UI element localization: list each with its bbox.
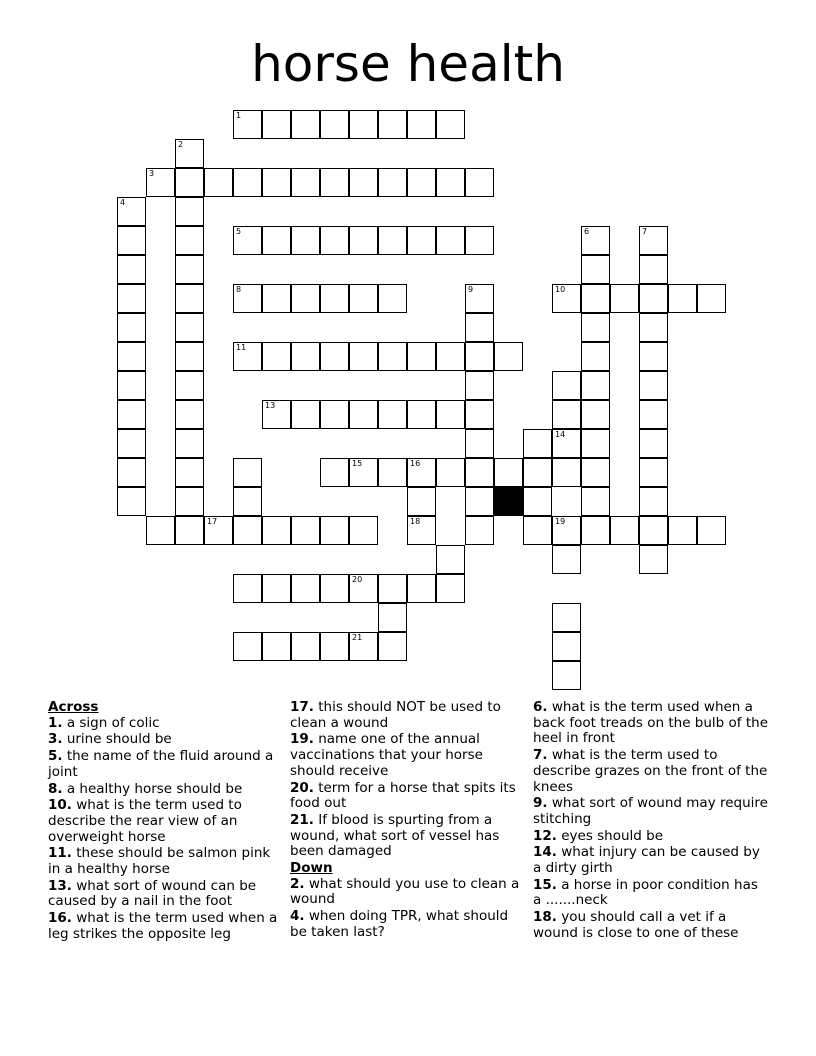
crossword-cell[interactable] [204, 516, 233, 545]
crossword-cell[interactable] [436, 342, 465, 371]
clue-number: 10 [555, 285, 566, 294]
crossword-cell[interactable] [436, 458, 465, 487]
clue-item-text: what is the term used to describe grazes on the front of the knees [533, 747, 768, 795]
crossword-cell[interactable] [175, 168, 204, 197]
crossword-cell[interactable] [204, 168, 233, 197]
crossword-cell[interactable] [117, 342, 146, 371]
crossword-cell[interactable] [291, 342, 320, 371]
crossword-cell[interactable] [523, 429, 552, 458]
clue-item-text: these should be salmon pink in a healthy horse [48, 845, 271, 878]
clue-number: 11 [236, 343, 247, 352]
clue-number: 19 [555, 517, 566, 526]
crossword-cell[interactable] [581, 400, 610, 429]
crossword-cell[interactable] [378, 168, 407, 197]
crossword-cell[interactable] [349, 632, 378, 661]
clue-number: 1 [236, 111, 242, 120]
crossword-cell[interactable] [175, 487, 204, 516]
crossword-cell[interactable] [233, 516, 262, 545]
clue-item [533, 748, 769, 795]
clue-item-number: 11. [48, 845, 72, 862]
clue-number: 4 [120, 198, 126, 207]
crossword-cell[interactable] [349, 458, 378, 487]
crossword-cell[interactable] [378, 110, 407, 139]
clue-item-text: this should NOT be used to clean a wound [290, 699, 501, 731]
crossword-cell[interactable] [175, 342, 204, 371]
clue-item [48, 798, 284, 845]
crossword-cell[interactable] [233, 168, 262, 197]
crossword-cell[interactable] [291, 632, 320, 661]
clue-item-number: 7. [533, 747, 548, 764]
crossword-cell[interactable] [407, 400, 436, 429]
crossword-cell[interactable] [117, 400, 146, 429]
crossword-cell[interactable] [465, 371, 494, 400]
crossword-cell[interactable] [697, 516, 726, 545]
clue-item-number: 1. [48, 714, 63, 731]
clue-item-number: 18. [533, 909, 557, 926]
crossword-cell[interactable] [465, 429, 494, 458]
crossword-cell[interactable] [320, 342, 349, 371]
crossword-cell[interactable] [262, 284, 291, 313]
clues-column-1 [48, 700, 284, 944]
crossword-cell[interactable] [581, 516, 610, 545]
crossword-cell[interactable] [639, 371, 668, 400]
crossword-cell[interactable] [436, 400, 465, 429]
crossword-cell[interactable] [639, 545, 668, 574]
clue-item [533, 829, 769, 845]
crossword-cell[interactable] [378, 574, 407, 603]
down-heading: Down [290, 860, 333, 877]
crossword-cell[interactable] [175, 429, 204, 458]
clue-item-text: what sort of wound may require stitching [533, 795, 768, 827]
crossword-cell[interactable] [436, 110, 465, 139]
crossword-cell[interactable] [552, 371, 581, 400]
clue-item [533, 796, 769, 827]
clue-item-text: what is the term used to describe the rear view of an overweight horse [48, 797, 242, 845]
clue-item-text: the name of the fluid around a joint [48, 748, 274, 780]
crossword-cell[interactable] [117, 313, 146, 342]
clue-item [48, 879, 284, 910]
clue-item-number: 10. [48, 797, 72, 814]
clue-item [290, 781, 526, 812]
crossword-cell[interactable] [349, 400, 378, 429]
clue-item [290, 877, 526, 908]
crossword-cell[interactable] [175, 139, 204, 168]
crossword-cell[interactable] [407, 487, 436, 516]
crossword-cell[interactable] [349, 342, 378, 371]
crossword-cell[interactable] [175, 516, 204, 545]
crossword-cell[interactable] [320, 284, 349, 313]
clue-item [290, 700, 526, 731]
clue-number: 6 [584, 227, 590, 236]
crossword-cell[interactable] [262, 110, 291, 139]
crossword-cell[interactable] [291, 574, 320, 603]
crossword-cell[interactable] [581, 371, 610, 400]
crossword-cell[interactable] [436, 574, 465, 603]
clue-item-number: 9. [533, 795, 548, 812]
clue-number: 21 [352, 633, 363, 642]
crossword-cell[interactable] [320, 168, 349, 197]
crossword-cell[interactable] [552, 516, 581, 545]
crossword-cell[interactable] [320, 226, 349, 255]
crossword-cell[interactable] [349, 574, 378, 603]
clue-item-number: 6. [533, 699, 548, 715]
clue-item-text: name one of the annual vaccinations that your horse should receive [290, 731, 483, 779]
crossword-cell[interactable] [465, 342, 494, 371]
clue-item-number: 2. [290, 875, 305, 892]
crossword-cell[interactable] [117, 226, 146, 255]
clue-item-text: a healthy horse should be [62, 780, 243, 797]
clue-item-text: what is the term used when a leg strikes the opposite leg [48, 910, 278, 942]
crossword-cell[interactable] [320, 632, 349, 661]
crossword-cell[interactable] [349, 516, 378, 545]
crossword-cell[interactable] [407, 168, 436, 197]
crossword-cell[interactable] [378, 632, 407, 661]
crossword-cell[interactable] [233, 632, 262, 661]
crossword-cell[interactable] [262, 574, 291, 603]
crossword-cell[interactable] [291, 400, 320, 429]
crossword-cell[interactable] [117, 487, 146, 516]
clue-item-text: what is the term used when a back foot treads on the bulb of the heel in front [533, 699, 768, 747]
clue-number: 3 [149, 169, 155, 178]
crossword-cell[interactable] [320, 400, 349, 429]
crossword-cell[interactable] [146, 168, 175, 197]
clue-item-number: 14. [533, 844, 557, 861]
crossword-cell[interactable] [639, 284, 668, 313]
crossword-cell[interactable] [407, 458, 436, 487]
clue-item-number: 4. [290, 908, 305, 925]
crossword-cell[interactable] [349, 110, 378, 139]
clue-number: 16 [410, 459, 421, 468]
clue-item-text: urine should be [62, 731, 172, 748]
crossword-cell[interactable] [465, 516, 494, 545]
crossword-cell[interactable] [407, 574, 436, 603]
clue-item-text: what sort of wound can be caused by a nail in the foot [48, 877, 257, 910]
across-heading: Across [48, 699, 99, 715]
crossword-cell[interactable] [233, 458, 262, 487]
crossword-cell[interactable] [175, 226, 204, 255]
crossword-cell[interactable] [552, 429, 581, 458]
crossword-cell[interactable] [668, 284, 697, 313]
clue-item [48, 782, 284, 798]
crossword-cell[interactable] [494, 342, 523, 371]
crossword-cell[interactable] [465, 284, 494, 313]
crossword-cell[interactable] [581, 284, 610, 313]
crossword-cell[interactable] [233, 110, 262, 139]
crossword-cell[interactable] [117, 197, 146, 226]
clue-number: 13 [265, 401, 276, 410]
clue-item [533, 700, 769, 747]
crossword-cell[interactable] [465, 487, 494, 516]
crossword-cell[interactable] [378, 342, 407, 371]
crossword-cell[interactable] [349, 226, 378, 255]
crossword-cell[interactable] [378, 603, 407, 632]
crossword-cell[interactable] [639, 516, 668, 545]
crossword-cell[interactable] [639, 400, 668, 429]
crossword-cell[interactable] [117, 429, 146, 458]
crossword-cell[interactable] [436, 168, 465, 197]
crossword-cell[interactable] [639, 226, 668, 255]
crossword-cell[interactable] [291, 516, 320, 545]
clue-item-number: 16. [48, 910, 72, 927]
clue-item-number: 13. [48, 877, 72, 894]
crossword-cell[interactable] [320, 574, 349, 603]
crossword-cell[interactable] [465, 226, 494, 255]
clue-item-number: 21. [290, 811, 314, 828]
clue-item-text: what should you use to clean a wound [290, 875, 520, 908]
crossword-cell[interactable] [146, 516, 175, 545]
crossword-cell[interactable] [581, 429, 610, 458]
clue-item [290, 909, 526, 940]
crossword-cell[interactable] [610, 284, 639, 313]
crossword-cell[interactable] [175, 313, 204, 342]
crossword-cell[interactable] [407, 342, 436, 371]
crossword-cell[interactable] [552, 545, 581, 574]
clue-item [533, 845, 769, 876]
crossword-cell[interactable] [552, 632, 581, 661]
crossword-cell[interactable] [175, 197, 204, 226]
crossword-cell[interactable] [320, 516, 349, 545]
clue-item-number: 5. [48, 748, 63, 765]
crossword-cell[interactable] [581, 313, 610, 342]
crossword-cell[interactable] [291, 168, 320, 197]
crossword-cell[interactable] [523, 516, 552, 545]
clue-item [48, 749, 284, 780]
clue-item-text: a sign of colic [62, 714, 160, 731]
crossword-cell[interactable] [262, 632, 291, 661]
clue-item [290, 732, 526, 779]
clue-item-text: what injury can be caused by a dirty girth [533, 844, 760, 877]
clues-column-2 [290, 700, 526, 942]
crossword-cell[interactable] [378, 226, 407, 255]
crossword-cell[interactable] [436, 545, 465, 574]
crossword-cell[interactable] [175, 400, 204, 429]
clue-item-number: 3. [48, 731, 63, 748]
crossword-cell[interactable] [262, 168, 291, 197]
clue-number: 18 [410, 517, 421, 526]
clue-item-number: 8. [48, 780, 63, 797]
crossword-cell[interactable] [581, 487, 610, 516]
crossword-cell[interactable] [320, 458, 349, 487]
crossword-cell[interactable] [233, 342, 262, 371]
crossword-cell[interactable] [465, 458, 494, 487]
crossword-cell[interactable] [175, 255, 204, 284]
crossword-cell[interactable] [552, 400, 581, 429]
clue-item-number: 17. [290, 699, 314, 715]
clue-item-text: a horse in poor condition has a .......neck [533, 876, 758, 909]
crossword-cell[interactable] [523, 458, 552, 487]
crossword-cell[interactable] [378, 284, 407, 313]
clue-item [48, 716, 284, 732]
crossword-cell[interactable] [552, 458, 581, 487]
crossword-cell[interactable] [117, 458, 146, 487]
crossword-cell[interactable] [581, 226, 610, 255]
crossword-cell[interactable] [465, 400, 494, 429]
crossword-cell[interactable] [378, 458, 407, 487]
crossword-cell[interactable] [349, 284, 378, 313]
crossword-cell[interactable] [291, 226, 320, 255]
clue-number: 7 [642, 227, 648, 236]
crossword-cell[interactable] [581, 342, 610, 371]
clue-item [533, 910, 769, 941]
crossword-cell[interactable] [523, 487, 552, 516]
crossword-cell[interactable] [117, 255, 146, 284]
clue-number: 17 [207, 517, 218, 526]
crossword-cell[interactable] [697, 284, 726, 313]
crossword-cell[interactable] [407, 110, 436, 139]
crossword-cell[interactable] [639, 458, 668, 487]
crossword-cell[interactable] [175, 458, 204, 487]
crossword-cell[interactable] [233, 574, 262, 603]
crossword-cell[interactable] [262, 400, 291, 429]
clue-number: 5 [236, 227, 242, 236]
clue-item [533, 878, 769, 909]
clue-item [48, 846, 284, 877]
clue-item-text: you should call a vet if a wound is close to one of these [533, 909, 739, 941]
crossword-cell[interactable] [291, 110, 320, 139]
crossword-cell[interactable] [552, 603, 581, 632]
clue-item-text: If blood is spurting from a wound, what sort of vessel has been damaged [290, 811, 500, 860]
clue-number: 9 [468, 285, 474, 294]
crossword-cell[interactable] [465, 313, 494, 342]
clue-number: 14 [555, 430, 566, 439]
crossword-cell[interactable] [233, 284, 262, 313]
crossword-cell[interactable] [262, 516, 291, 545]
puzzle-title: horse health [251, 35, 565, 93]
crossword-cell[interactable] [233, 487, 262, 516]
clue-item-text: when doing TPR, what should be taken last? [290, 908, 509, 940]
clue-item-number: 12. [533, 827, 557, 844]
clue-number: 20 [352, 575, 363, 584]
crossword-cell[interactable] [262, 342, 291, 371]
crossword-cell[interactable] [407, 226, 436, 255]
clues-column-3 [533, 700, 769, 943]
crossword-cell[interactable] [639, 313, 668, 342]
crossword-cell[interactable] [175, 284, 204, 313]
crossword-cell[interactable] [291, 284, 320, 313]
crossword-cell[interactable] [494, 458, 523, 487]
crossword-cell[interactable] [378, 400, 407, 429]
crossword-cell[interactable] [639, 255, 668, 284]
clue-item-number: 15. [533, 876, 557, 893]
clue-number: 8 [236, 285, 242, 294]
crossword-cell[interactable] [262, 226, 291, 255]
crossword-cell[interactable] [175, 371, 204, 400]
crossword-cell[interactable] [639, 487, 668, 516]
crossword-cell[interactable] [639, 429, 668, 458]
crossword-cell[interactable] [320, 110, 349, 139]
clue-item-text: term for a horse that spits its food out [290, 779, 516, 812]
crossword-cell[interactable] [552, 284, 581, 313]
crossword-cell[interactable] [349, 168, 378, 197]
clue-item-number: 20. [290, 779, 314, 796]
clue-item [290, 813, 526, 860]
clue-number: 15 [352, 459, 363, 468]
crossword-cell[interactable] [581, 458, 610, 487]
clue-item-text: eyes should be [556, 827, 664, 844]
clue-item [48, 732, 284, 748]
clue-item-number: 19. [290, 731, 314, 748]
crossword-cell[interactable] [117, 284, 146, 313]
clue-number: 2 [178, 140, 184, 149]
black-square [494, 487, 523, 516]
crossword-cell[interactable] [436, 226, 465, 255]
crossword-cell[interactable] [668, 516, 697, 545]
crossword-cell[interactable] [407, 516, 436, 545]
crossword-cell[interactable] [552, 661, 581, 690]
crossword-cell[interactable] [465, 168, 494, 197]
crossword-cell[interactable] [610, 516, 639, 545]
crossword-cell[interactable] [639, 342, 668, 371]
clue-item [48, 911, 284, 942]
crossword-cell[interactable] [117, 371, 146, 400]
crossword-cell[interactable] [233, 226, 262, 255]
crossword-cell[interactable] [581, 255, 610, 284]
